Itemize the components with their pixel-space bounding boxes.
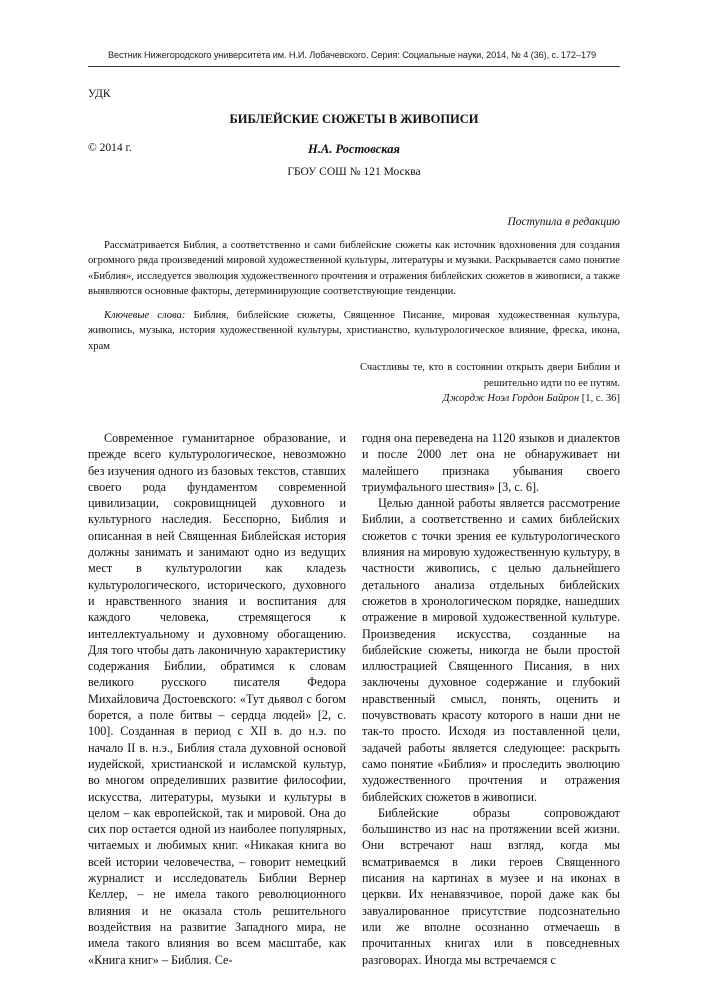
epigraph-reference: [1, с. 36] [581, 393, 620, 404]
received-date: Поступила в редакцию [507, 216, 620, 228]
abstract: Рассматривается Библия, а соответственно и сами библейские сюжеты как источник вдохновения для создания огромного ряда произведений мировой художественной культуры, литературы и музыки. Раскрывается само понятие «Библия», исследуется эволюция художественного прочтения и отражения библейских сюжетов в живописи, а также выявляются основные факторы, детерминирующие соответствующие тенденции. [88, 240, 620, 297]
epigraph-author: Джордж Ноэл Гордон Байрон [442, 393, 580, 404]
body-paragraph: Библейские образы сопровождают большинство из нас на протяжении всей жизни. Они встречают наш взгляд, когда мы всматриваемся в лики героев Священного писания на картинах в музее и на иконах в церкви. Их ненавязчивое, порой даже как бы завуалированное присутствие подсознательно или же вполне осознанно отмечаешь в прочитанных книгах или в повседневных разговорах. Иногда мы встречаемся с [362, 805, 620, 967]
body-paragraph: годня она переведена на 1120 языков и диалектов и после 2000 лет она не обнаруживает ни малейшего признака убывания своего триумфального шествия» [3, с. 6]. [362, 431, 620, 494]
header-rule [88, 66, 620, 67]
udk-label: УДК [88, 88, 111, 100]
body-paragraph: Современное гуманитарное образование, и прежде всего культурологическое, невозможно без изучения одного из базовых текстов, ставших своего рода фундаментом современной цивилизации, сокровищницей духовного и культурного наследия. Бесспорно, Библия и описанная в ней Священная Библейская история должны занимать и занимают одно из ведущих мест в культурологии как кладезь культурологического, исторического, духовного и нравственного знания и воспитания для каждого человека, стремящегося к интеллектуальному и духовному обогащению. Для того чтобы дать лаконичную характеристику содержания Библии, обратимся к словам великого русского писателя Федора Михайловича Достоевского: «Тут дьявол с богом борется, а поле битвы – сердца людей» [2, с. 100]. Созданная в период с XII в. до н.э. по начало II в. н.э., Библия стала духовной основой иудейской, христианской и исламской культур, во многом определивших развитие философии, искусства, литературы, музыки и культуры в целом – как европейской, так и мировой. Она до сих пор остается одной из наиболее популярных, читаемых и любимых книг. «Никакая книга во всей истории человечества, – говорит немецкий журналист и исследователь Библии Вернер Келлер, – не имела такого революционного влияния и не оказала столь решительного воздействия на развитие Западного мира, не имела такого влияния во всем масштабе, как «Книга книг» – Библия. Се- [88, 431, 346, 967]
author-affiliation: ГБОУ СОШ № 121 Москва [287, 166, 421, 178]
keywords-label: Ключевые слова: [104, 310, 186, 321]
epigraph-text: Счастливы те, кто в состоянии открыть двери Библии и решительно идти по ее путям. [360, 362, 620, 389]
running-head: Вестник Нижегородского университета им. Н.И. Лобачевского. Серия: Социальные науки, 2014, № 4 (36), с. 172–179 [108, 50, 596, 60]
body-paragraph: Целью данной работы является рассмотрение Библии, а соответственно и самих библейских сюжетов с точки зрения ее культурологического влияния на мировую художественную культуру, в частности живопись, с целью дальнейшего детального анализа отдельных библейских сюжетов в хронологическом порядке, нашедших отражение в мировой художественной культуре. Произведения искусства, созданные на библейские сюжеты, никогда не были простой иллюстрацией Священного Писания, в них заключены духовное содержание и глубокий нравственный смысл, понять, оценить и почувствовать красоту которого в наши дни не так-то просто. Исходя из поставленной цели, задачей работы является следующее: раскрыть само понятие «Библия» и проследить эволюцию художественного прочтения и отражения библейских сюжетов в живописи. [362, 496, 620, 804]
copyright-year: © 2014 г. [88, 142, 132, 154]
keywords-text: Библия, библейские сюжеты, Священное Писание, мировая художественная культура, живопись, музыка, история художественной культуры, христианство, культурологическое влияние, фреска, икона, храм [88, 310, 621, 352]
keywords [88, 308, 620, 354]
body-column-right [362, 430, 620, 968]
author-name: Н.А. Ростовская [308, 142, 400, 156]
epigraph [360, 360, 620, 407]
article-title: БИБЛЕЙСКИЕ СЮЖЕТЫ В ЖИВОПИСИ [229, 112, 479, 126]
body-column-left [88, 430, 346, 968]
